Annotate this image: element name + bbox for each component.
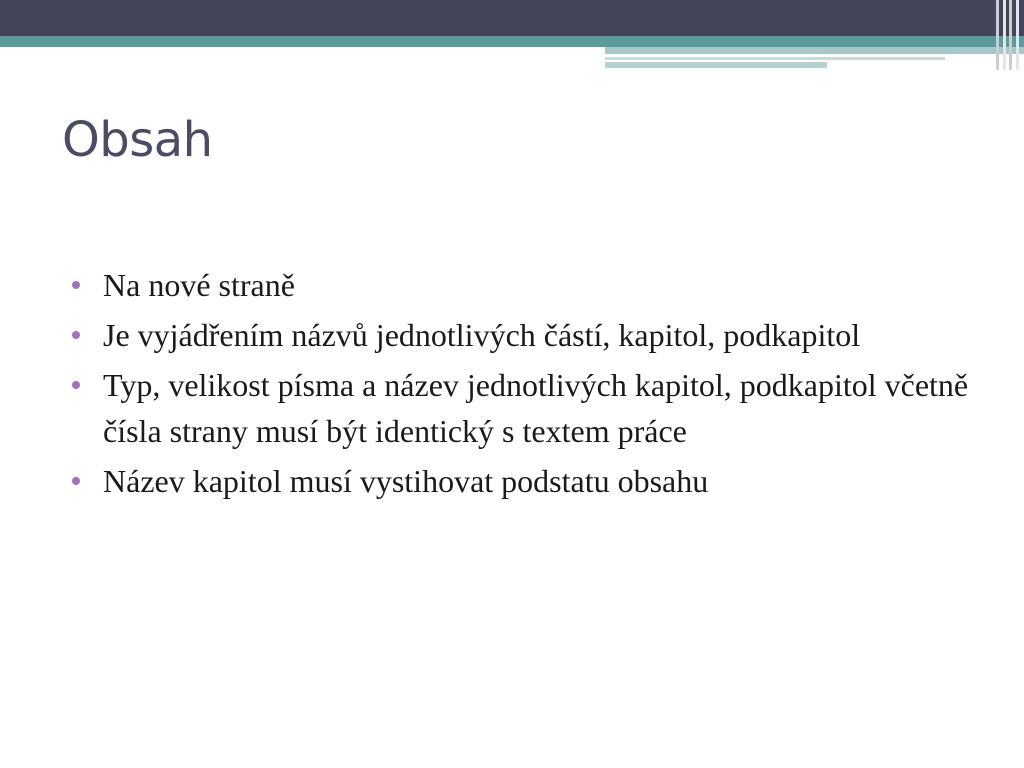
header-band-light-thin: [605, 57, 945, 60]
bullet-dot-icon: [72, 381, 80, 389]
header-band-teal: [0, 36, 1024, 47]
bullet-dot-icon: [72, 477, 80, 485]
header-band-dark: [0, 0, 1024, 36]
header-band-light: [605, 47, 1024, 54]
header-band-light-short: [605, 62, 827, 68]
bullet-item: [72, 362, 972, 454]
bullet-text: Na nové straně: [103, 267, 295, 303]
bullet-dot-icon: [72, 281, 80, 289]
bullet-dot-icon: [72, 331, 80, 339]
slide-title: Obsah: [62, 112, 213, 168]
bullet-item: [72, 262, 972, 308]
header-gap: [0, 47, 605, 50]
header-stripes: [994, 0, 1024, 70]
bullet-item: [72, 312, 972, 358]
bullet-text: Typ, velikost písma a název jednotlivých kapitol, podkapitol včetně čísla strany musí být identický s textem práce: [103, 367, 969, 449]
bullet-item: [72, 458, 972, 504]
bullet-text: Je vyjádřením názvů jednotlivých částí, kapitol, podkapitol: [103, 317, 861, 353]
bullet-list: [72, 262, 972, 508]
bullet-text: Název kapitol musí vystihovat podstatu obsahu: [103, 463, 709, 499]
